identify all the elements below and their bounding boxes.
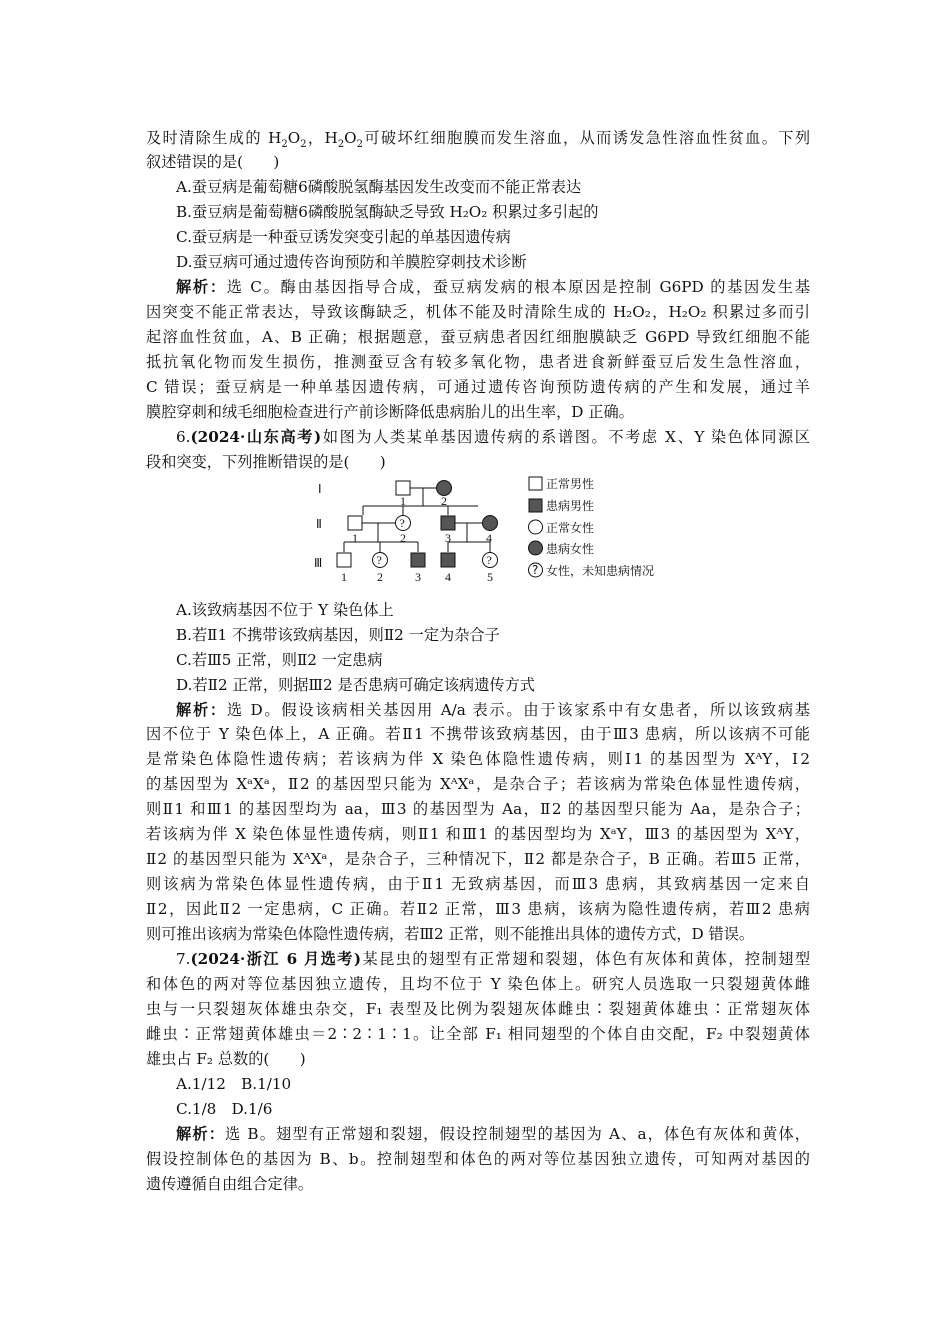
q7-options-row-2: C.1/8 D.1/6 xyxy=(176,1100,273,1118)
q6-option-d: D.若Ⅱ2 正常，则据Ⅲ2 是否患病可确定该病遗传方式 xyxy=(176,676,535,694)
q5-answer-label: 解析： xyxy=(176,278,227,296)
III1-number: 1 xyxy=(341,570,347,584)
q7-stem-line-4: 雌虫∶正常翅黄体雄虫＝2∶2∶1∶1。让全部 F₁ 相同翅型的个体自由交配，F₂ 中裂翅黄体 xyxy=(146,1025,810,1043)
q7-answer-label: 解析： xyxy=(176,1125,226,1143)
q6-answer-line-9: Ⅱ2，因此Ⅱ2 一定患病，C 正确。若Ⅱ2 正常，Ⅲ3 患病，该病为隐性遗传病，若Ⅲ2 患病 xyxy=(146,900,810,918)
q7-stem-line-5: 雄虫占 F₂ 总数的( ) xyxy=(146,1050,306,1068)
q6-answer-line-1: 解析：选 D。假设该病相关基因用 A/a 表示。由于该家系中有女患者，所以该致病基 xyxy=(176,701,810,719)
legend-affected-female: 患病女性 xyxy=(546,542,595,556)
q6-answer-line-7: Ⅱ2 的基因型只能为 XᴬXᵃ，是杂合子，三种情况下，Ⅱ2 都是杂合子，B 正确。若Ⅲ5 正常， xyxy=(146,850,810,868)
q6-answer-line-6: 若该病为伴 X 染色体显性遗传病，则Ⅱ1 和Ⅲ1 的基因型均为 XᵃY，Ⅲ3 的基因型为 XᴬY， xyxy=(146,825,810,843)
q5-answer-line-5: C 错误；蚕豆病是一种单基因遗传病，可通过遗传咨询预防遗传病的产生和发展，通过羊 xyxy=(146,378,810,396)
q6-stem-line-2: 段和突变，下列推断错误的是( ) xyxy=(146,453,386,471)
q5-stem-line-1: 及时清除生成的 $H_2O_2$，$H_2O_2$可破坏红细胞膜而发生溶血，从而诱发急性溶血性贫血。下列 xyxy=(146,129,811,151)
legend-affected-female-icon xyxy=(529,541,543,555)
q5-stem-line-2: 叙述错误的是( ) xyxy=(146,153,280,171)
q5-option-c: C.蚕豆病是一种蚕豆诱发突变引起的单基因遗传病 xyxy=(176,228,511,246)
q7-answer-line-1: 解析：选 B。翅型有正常翅和裂翅，假设控制翅型的基因为 A、a，体色有灰体和黄体， xyxy=(176,1125,810,1143)
legend-affected-male: 患病男性 xyxy=(546,499,595,513)
q7-stem-line-1: 7.(2024·浙江 6 月选考)某昆虫的翅型有正常翅和裂翅，体色有灰体和黄体，控制翅型 xyxy=(176,950,811,968)
pedigree-III1-normal-male xyxy=(337,553,351,567)
q5-answer-line-2: 因突变不能正常表达，导致该酶缺乏，机体不能及时清除生成的 H₂O₂，H₂O₂ 积累过多而引 xyxy=(146,303,810,321)
pedigree-legend xyxy=(529,476,655,578)
gen-label-2: Ⅱ xyxy=(316,517,322,531)
q5-answer-line-3: 起溶血性贫血，A、B 正确；根据题意，蚕豆病患者因红细胞膜缺乏 G6PD 导致红细胞不能 xyxy=(146,328,810,346)
legend-normal-male: 正常男性 xyxy=(546,477,595,491)
q5-option-d: D.蚕豆病可通过遗传咨询预防和羊膜腔穿刺技术诊断 xyxy=(176,253,527,271)
q6-answer-line-3: 是常染色体隐性遗传病；若该病为伴 X 染色体隐性遗传病，则Ⅰ1 的基因型为 XᴬY，Ⅰ2 xyxy=(146,750,810,768)
q5-option-a: A.蚕豆病是葡萄糖6磷酸脱氢酶基因发生改变而不能正常表达 xyxy=(176,178,582,196)
unknown-icon: ? xyxy=(532,563,539,577)
q6-answer-label: 解析： xyxy=(176,701,227,719)
q5-answer-line-6: 膜腔穿刺和绒毛细胞检查进行产前诊断降低患病胎儿的出生率，D 正确。 xyxy=(146,403,634,421)
pedigree-III3-affected-male xyxy=(411,553,425,567)
q6-answer-line-8: 则该病为常染色体显性遗传病，由于Ⅱ1 无致病基因，而Ⅲ3 患病，其致病基因一定来自 xyxy=(146,875,810,893)
unknown-icon: ? xyxy=(486,553,492,567)
q6-source: (2024·山东高考) xyxy=(190,428,322,446)
legend-normal-male-icon xyxy=(529,477,542,490)
III2-number: 2 xyxy=(377,570,383,584)
unknown-icon: ? xyxy=(376,553,382,567)
pedigree-II4-affected-female xyxy=(483,516,498,531)
legend-unknown-female: 女性，未知患病情况 xyxy=(546,564,655,578)
q5-answer-line-4: 抵抗氧化物而发生损伤，推测蚕豆含有较多氧化物，患者进食新鲜蚕豆后发生急性溶血， xyxy=(146,353,810,371)
q5-answer-line-1: 解析：选 C。酶由基因指导合成，蚕豆病发病的根本原因是控制 G6PD 的基因发生基 xyxy=(176,278,811,296)
q6-answer-line-2: 因不位于 Y 染色体上，A 正确。若Ⅱ1 不携带该致病基因，由于Ⅲ3 患病，所以该病不可能 xyxy=(146,725,810,743)
pedigree-II3-affected-male xyxy=(441,516,455,530)
legend-normal-female-icon xyxy=(529,520,543,534)
q6-option-b: B.若Ⅱ1 不携带该致病基因，则Ⅱ2 一定为杂合子 xyxy=(176,626,500,644)
legend-normal-female: 正常女性 xyxy=(546,521,595,535)
III3-number: 3 xyxy=(415,570,421,584)
q7-answer-line-3: 遗传遵循自由组合定律。 xyxy=(146,1175,314,1193)
gen-label-1: Ⅰ xyxy=(318,482,322,496)
q7-answer-line-2: 假设控制体色的基因为 B、b。控制翅型和体色的两对等位基因独立遗传，可知两对基因的 xyxy=(146,1150,810,1168)
q6-option-a: A.该致病基因不位于 Y 染色体上 xyxy=(176,601,394,619)
pedigree-chart xyxy=(306,475,676,590)
II3-number: 3 xyxy=(445,531,451,545)
q6-answer-line-5: 则Ⅱ1 和Ⅲ1 的基因型均为 aa，Ⅲ3 的基因型为 Aa，Ⅱ2 的基因型只能为 Aa，是杂合子； xyxy=(146,800,810,818)
pedigree-II1-normal-male xyxy=(348,516,362,530)
I2-number: 2 xyxy=(441,494,447,508)
q5-option-b: B.蚕豆病是葡萄糖6磷酸脱氢酶缺乏导致 H₂O₂ 积累过多引起的 xyxy=(176,203,599,221)
q7-stem-line-2: 和体色的两对等位基因独立遗传，且均不位于 Y 染色体上。研究人员选取一只裂翅黄体雌 xyxy=(146,975,810,993)
II4-number: 4 xyxy=(486,531,492,545)
pedigree-I1-normal-male xyxy=(396,481,410,495)
q7-source: (2024·浙江 6 月选考) xyxy=(190,950,362,968)
gen-label-3: Ⅲ xyxy=(314,556,323,570)
pedigree-III4-affected-male xyxy=(441,553,455,567)
I1-number: 1 xyxy=(400,494,406,508)
q7-options-row-1: A.1/12 B.1/10 xyxy=(176,1075,292,1093)
II2-number: 2 xyxy=(400,531,406,545)
III5-number: 5 xyxy=(487,570,493,584)
q6-answer-line-10: 则可推出该病为常染色体隐性遗传病，若Ⅲ2 正常，则不能推出具体的遗传方式，D 错误。 xyxy=(146,925,755,943)
q7-stem-line-3: 虫与一只裂翅灰体雄虫杂交，F₁ 表型及比例为裂翅灰体雌虫∶裂翅黄体雄虫∶正常翅灰体 xyxy=(146,1000,810,1018)
q6-stem-line-1: 6.(2024·山东高考)如图为人类某单基因遗传病的系谱图。不考虑 X、Y 染色体同源区 xyxy=(176,428,810,446)
II1-number: 1 xyxy=(352,531,358,545)
q6-option-c: C.若Ⅲ5 正常，则Ⅱ2 一定患病 xyxy=(176,651,383,669)
III4-number: 4 xyxy=(445,570,451,584)
legend-affected-male-icon xyxy=(529,499,542,512)
unknown-icon: ? xyxy=(399,516,405,530)
q6-answer-line-4: 的基因型为 XᵃXᵃ，Ⅱ2 的基因型只能为 XᴬXᵃ，是杂合子；若该病为常染色体显性遗传病， xyxy=(146,775,810,793)
